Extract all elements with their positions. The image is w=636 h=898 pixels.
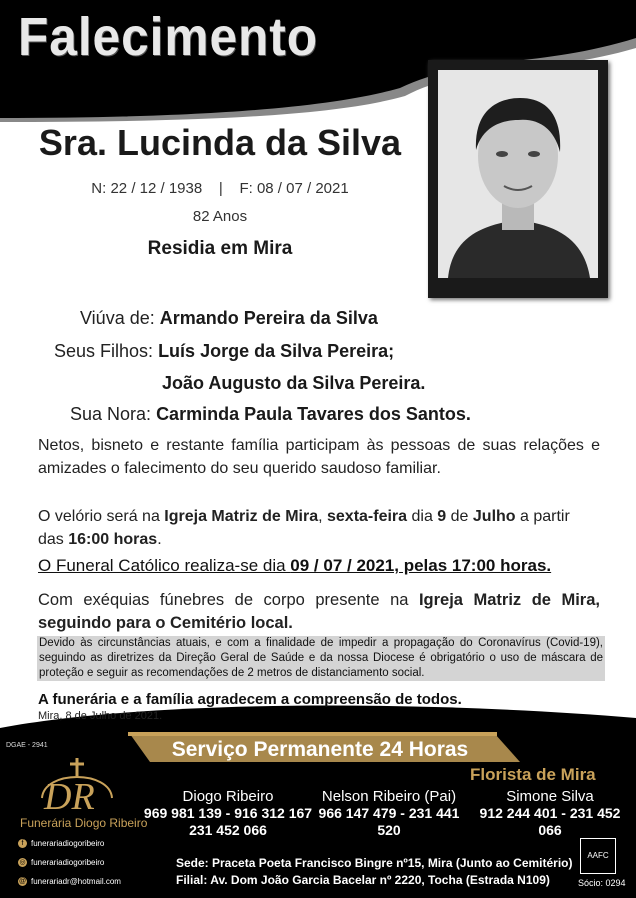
portrait-photo	[438, 70, 598, 278]
instagram-icon: ◎	[19, 859, 26, 867]
wake-t2: ,	[318, 508, 327, 525]
wake-t6: .	[157, 531, 162, 548]
child-1: Luís Jorge da Silva Pereira;	[158, 341, 395, 361]
wake-t1: O velório será na	[38, 508, 165, 525]
contact-phones: 912 244 401 - 231 452 066	[479, 805, 621, 838]
residence: Residia em Mira	[147, 238, 293, 259]
children-line-2	[162, 373, 425, 394]
covid-notice: Devido às circunstâncias atuais, e com a finalidade de impedir a propagação do Coronavírus (Covid-19), seguindo as diretrizes da Direção Geral de Saúde e da nossa Diocese é obrigatório o uso de máscara de proteção e seguir as recomendações de 2 metros de distanciamento social.	[39, 637, 603, 679]
social-instagram[interactable]	[18, 858, 104, 867]
contact-simone	[466, 788, 634, 839]
wake-day: sexta-feira	[327, 508, 408, 525]
funeral-date-time: 09 / 07 / 2021, pelas 17:00 horas.	[290, 556, 552, 575]
social-email[interactable]	[18, 877, 121, 886]
instagram-handle: funerariadiogoribeiro	[31, 858, 105, 867]
contact-phones: 969 981 139 - 916 312 167	[143, 805, 313, 821]
daughter-in-law-line	[70, 404, 471, 425]
deceased-age: 82 Anos	[192, 208, 248, 225]
contact-name: Simone Silva	[506, 788, 594, 805]
contact-nelson	[306, 788, 472, 839]
contact-name: Diogo Ribeiro	[182, 788, 274, 805]
wake-church: Igreja Matriz de Mira	[164, 508, 319, 525]
widow-label: Viúva de:	[80, 308, 155, 328]
exequias-text	[38, 589, 600, 635]
portrait-frame	[428, 60, 608, 298]
page-title: Falecimento	[18, 7, 319, 67]
widow-name: Armando Pereira da Silva	[159, 308, 378, 328]
address-sede: Sede: Praceta Poeta Francisco Bingre nº15, Mira (Junto ao Cemitério)	[176, 856, 573, 870]
announcement-text: Netos, bisneto e restante família participam às pessoas de suas relações e amizades o falecimento do seu querido saudoso familiar.	[38, 437, 600, 477]
funeral-t1: O Funeral Católico realiza-se dia	[38, 556, 291, 575]
service-banner: Serviço Permanente 24 Horas	[171, 738, 469, 761]
aafc-logo: AAFC	[580, 838, 616, 874]
thanks-text: A funerária e a família agradecem a compreensão de todos.	[38, 691, 462, 708]
deceased-name: Sra. Lucinda da Silva	[38, 122, 402, 163]
wake-t5: a partir das	[38, 508, 570, 548]
email-address: funerariadr@hotmail.com	[31, 877, 121, 886]
facebook-icon: f	[18, 839, 27, 848]
dgae-number: DGAE - 2941	[6, 742, 48, 749]
logo-name: Funerária Diogo Ribeiro	[20, 816, 148, 830]
daughter-in-law-label: Sua Nora:	[70, 404, 152, 424]
birth-death-dates: N: 22 / 12 / 1938 | F: 08 / 07 / 2021	[91, 180, 349, 197]
children-line	[54, 341, 394, 362]
funeral-line	[38, 556, 551, 576]
wake-t4: de	[446, 508, 473, 525]
email-icon: @	[18, 878, 27, 886]
place-date: Mira, 8 de Julho de 2021.	[38, 710, 163, 722]
wake-month: Julho	[472, 508, 516, 525]
wake-text	[38, 505, 600, 551]
widow-line	[80, 308, 378, 329]
children-label: Seus Filhos:	[54, 341, 154, 361]
member-number: Sócio: 0294	[578, 878, 626, 888]
florista-label: Florista de Mira	[470, 765, 596, 784]
child-2: João Augusto da Silva Pereira.	[162, 373, 426, 393]
exequias-church: Igreja Matriz de Mira,	[418, 591, 600, 609]
contact-diogo	[140, 788, 316, 839]
contact-name: Nelson Ribeiro (Pai)	[321, 788, 457, 805]
exequias-t2: seguindo para o Cemitério local.	[38, 614, 293, 632]
facebook-handle: funerariadiogoribeiro	[31, 839, 105, 848]
social-facebook[interactable]	[18, 839, 104, 848]
logo-letters: DR	[44, 776, 95, 818]
address-filial: Filial: Av. Dom João Garcia Bacelar nº 2220, Tocha (Estrada N109)	[176, 873, 550, 887]
exequias-t1: Com exéquias fúnebres de corpo presente na	[38, 591, 419, 609]
daughter-in-law-name: Carminda Paula Tavares dos Santos.	[156, 404, 471, 424]
wake-daynum: 9	[437, 508, 447, 525]
contact-phones-2: 231 452 066	[189, 822, 267, 838]
wake-time: 16:00 horas	[68, 531, 158, 548]
contact-phones: 966 147 479 - 231 441 520	[318, 805, 460, 838]
wake-t3: dia	[407, 508, 438, 525]
